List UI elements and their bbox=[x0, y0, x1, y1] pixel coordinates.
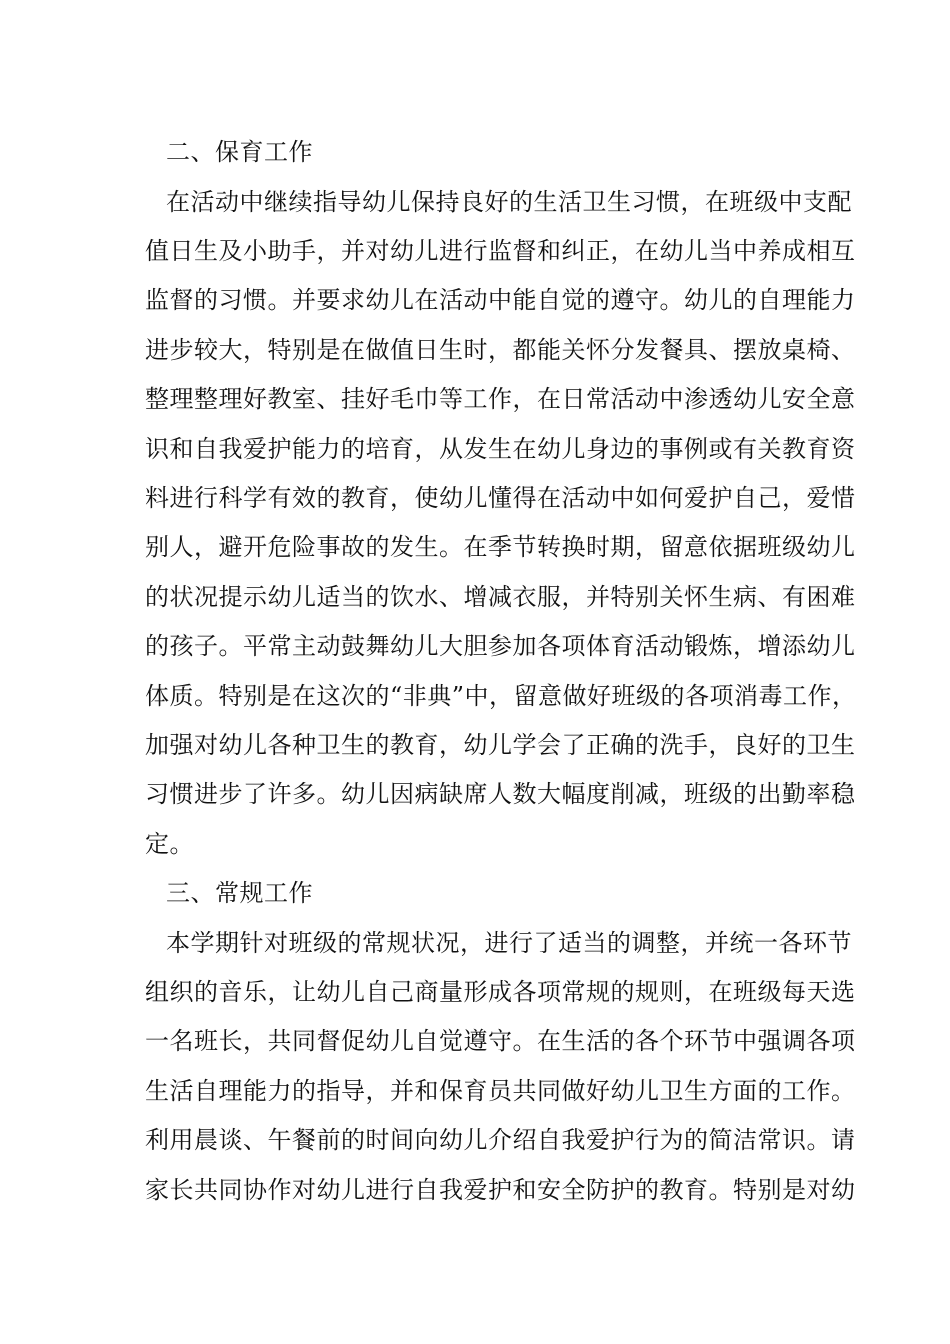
paragraph-line: 监督的习惯。并要求幼儿在活动中能自觉的遵守。幼儿的自理能力 bbox=[145, 286, 856, 314]
paragraph-line: 一名班长，共同督促幼儿自觉遵守。在生活的各个环节中强调各项 bbox=[145, 1027, 856, 1055]
paragraph-line: 的状况提示幼儿适当的饮水、增减衣服，并特别关怀生病、有困难 bbox=[145, 583, 856, 611]
paragraph-line: 料进行科学有效的教育，使幼儿懂得在活动中如何爱护自己，爱惜 bbox=[145, 484, 856, 512]
paragraph-line: 体质。特别是在这次的“非典”中，留意做好班级的各项消毒工作， bbox=[145, 682, 857, 710]
paragraph-line: 利用晨谈、午餐前的时间向幼儿介绍自我爱护行为的简洁常识。请 bbox=[145, 1126, 856, 1154]
section-heading-routine: 三、常规工作 bbox=[166, 879, 313, 907]
paragraph-line: 家长共同协作对幼儿进行自我爱护和安全防护的教育。特别是对幼 bbox=[145, 1176, 856, 1204]
section-heading-childcare: 二、保育工作 bbox=[166, 138, 313, 166]
paragraph-line: 习惯进步了许多。幼儿因病缺席人数大幅度削减，班级的出勤率稳 bbox=[145, 780, 856, 808]
paragraph-line: 值日生及小助手，并对幼儿进行监督和纠正，在幼儿当中养成相互 bbox=[145, 237, 856, 265]
paragraph-line: 组织的音乐，让幼儿自己商量形成各项常规的规则，在班级每天选 bbox=[145, 978, 856, 1006]
paragraph-line: 的孩子。平常主动鼓舞幼儿大胆参加各项体育活动锻炼，增添幼儿 bbox=[145, 632, 856, 660]
paragraph-line: 本学期针对班级的常规状况，进行了适当的调整，并统一各环节 bbox=[166, 929, 852, 957]
paragraph-line: 在活动中继续指导幼儿保持良好的生活卫生习惯，在班级中支配 bbox=[166, 188, 852, 216]
paragraph-line: 整理整理好教室、挂好毛巾等工作，在日常活动中渗透幼儿安全意 bbox=[145, 385, 856, 413]
paragraph-line: 识和自我爱护能力的培育，从发生在幼儿身边的事例或有关教育资 bbox=[145, 435, 856, 463]
paragraph-line: 进步较大，特别是在做值日生时，都能关怀分发餐具、摆放桌椅、 bbox=[145, 336, 856, 364]
paragraph-line: 生活自理能力的指导，并和保育员共同做好幼儿卫生方面的工作。 bbox=[145, 1077, 856, 1105]
paragraph-line: 加强对幼儿各种卫生的教育，幼儿学会了正确的洗手，良好的卫生 bbox=[145, 731, 856, 759]
paragraph-line: 别人，避开危险事故的发生。在季节转换时期，留意依据班级幼儿 bbox=[145, 533, 856, 561]
paragraph-line: 定。 bbox=[145, 830, 194, 858]
